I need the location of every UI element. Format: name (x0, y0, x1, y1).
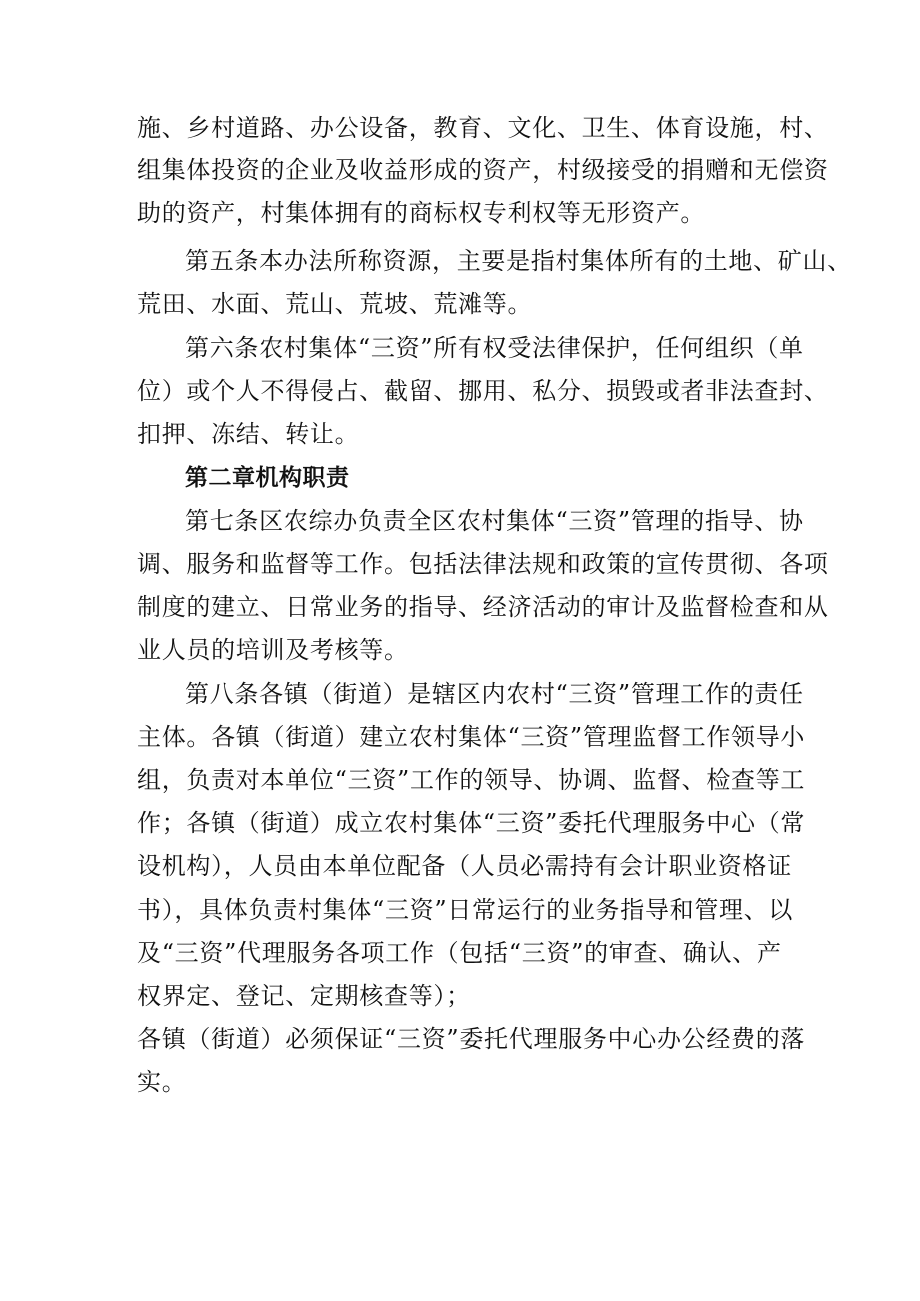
text-line: 调、服务和监督等工作。包括法律法规和政策的宣传贯彻、各项 (137, 550, 829, 578)
text-line: 及“三资”代理服务各项工作（包括“三资”的审查、确认、产 (137, 939, 782, 967)
text-line: 主体。各镇（街道）建立农村集体“三资”管理监督工作领导小 (137, 723, 806, 751)
text-line: 扣押、冻结、转让。 (137, 420, 360, 448)
text-line: 各镇（街道）必须保证“三资”委托代理服务中心办公经费的落 (137, 1025, 806, 1053)
text-line: 荒田、水面、荒山、荒坡、荒滩等。 (137, 290, 533, 318)
text-line: 设机构），人员由本单位配备（人员必需持有会计职业资格证 (137, 852, 792, 880)
text-line: 权界定、登记、定期核查等）； (137, 982, 471, 1010)
text-line: 制度的建立、日常业务的指导、经济活动的审计及监督检查和从 (137, 593, 829, 621)
text-line: 书），具体负责村集体“三资”日常运行的业务指导和管理、以 (137, 896, 794, 924)
text-line: 位）或个人不得侵占、截留、挪用、私分、损毁或者非法查封、 (137, 377, 829, 405)
text-line: 助的资产，村集体拥有的商标权专利权等无形资产。 (137, 199, 706, 227)
text-line: 作；各镇（街道）成立农村集体“三资”委托代理服务中心（常 (137, 809, 806, 837)
article-5-line: 第五条本办法所称资源，主要是指村集体所有的土地、矿山、 (185, 247, 852, 275)
article-6-line: 第六条农村集体“三资”所有权受法律保护，任何组织（单 (185, 334, 804, 362)
text-line: 业人员的培训及考核等。 (137, 636, 409, 664)
text-line: 组，负责对本单位“三资”工作的领导、协调、监督、检查等工 (137, 766, 806, 794)
text-line: 组集体投资的企业及收益形成的资产，村级接受的捐赠和无偿资 (137, 156, 829, 184)
text-line: 实。 (137, 1068, 187, 1096)
text-line: 施、乡村道路、办公设备，教育、文化、卫生、体育设施，村、 (137, 114, 829, 142)
article-7-line: 第七条区农综办负责全区农村集体“三资”管理的指导、协 (185, 507, 804, 535)
chapter-heading: 第二章机构职责 (185, 465, 350, 491)
article-8-line: 第八条各镇（街道）是辖区内农村“三资”管理工作的责任 (185, 680, 804, 708)
